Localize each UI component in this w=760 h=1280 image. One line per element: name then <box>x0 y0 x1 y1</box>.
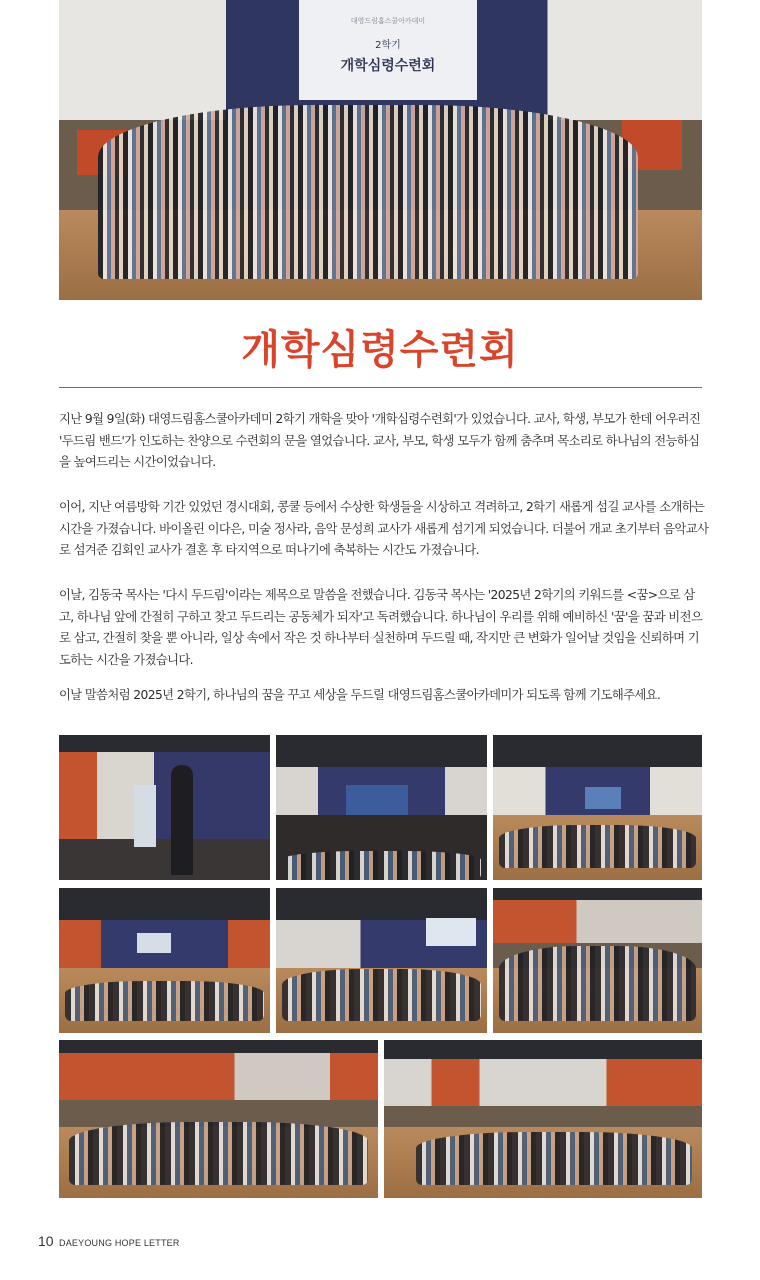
screen-subtitle: 2학기 <box>375 40 401 51</box>
photo-hall-audience-4 <box>493 888 702 1033</box>
photo-hall-audience-6 <box>384 1040 702 1198</box>
article-paragraph-1: 지난 9월 9일(화) 대영드림홈스쿨아카데미 2학기 개학을 맞아 '개학심령수련회'가 있었습니다. 교사, 학생, 부모가 한데 어우러진 '두드림 밴드'가 인도하는 찬양으로 수련회의 문을 열었습니다. 교사, 부모, 학생 모두가 함께 춤추며 목소리로 하나님의 전능하심을 높여드리는 시간이었습니다. <box>59 412 701 469</box>
article-paragraph-2: 이어, 지난 여름방학 기간 있었던 경시대회, 콩쿨 등에서 수상한 학생들을 시상하고 격려하고, 2학기 새롭게 섬길 교사를 소개하는 시간을 가졌습니다. 바이올린 이다은, 미술 정사라, 음악 문성희 교사가 새롭게 섬기게 되었습니다. 더불어 개교 초기부터 음악교사로 섬겨준 김회인 교사가 결혼 후 타지역으로 떠나기에 축복하는 시간도 가졌습니다. <box>59 500 709 557</box>
photo-hall-audience-3 <box>276 888 487 1033</box>
screen-small-text: 대영드림홈스쿨아카데미 <box>350 17 426 25</box>
page-number: 10 <box>38 1233 54 1249</box>
title-divider <box>59 387 702 388</box>
article-paragraph-3: 이날, 김동국 목사는 '다시 두드림'이라는 제목으로 말씀을 전했습니다. 김동국 목사는 '2025년 2학기의 키워드를 <꿈>으로 삼고, 하나님 앞에 간절히 구하고 찾고 두드리는 공동체가 되자'고 독려했습니다. 하나님이 우리를 위해 예비하신 '꿈'을 꿈과 비전으로 삼고, 간절히 찾을 뿐 아니라, 일상 속에서 작은 것 하나부터 실천하며 두드릴 때, 작지만 큰 변화가 일어날 것임을 신뢰하며 기도하는 시간을 가졌습니다. <box>59 588 703 667</box>
screen-title: 개학심령수련회 <box>340 58 436 74</box>
stage-screen <box>299 0 477 100</box>
page-footer <box>38 1233 180 1251</box>
photo-speaker <box>59 735 270 880</box>
photo-hall-audience-2 <box>59 888 270 1033</box>
publication-name: DAEYOUNG HOPE LETTER <box>59 1238 180 1248</box>
hero-group-photo <box>59 0 702 300</box>
photo-praise-band <box>276 735 487 880</box>
article-paragraph-4: 이날 말씀처럼 2025년 2학기, 하나님의 꿈을 꾸고 세상을 두드릴 대영드림홈스쿨아카데미가 되도록 함께 기도해주세요. <box>59 688 661 702</box>
photo-hall-audience-1 <box>493 735 702 880</box>
photo-hall-audience-5 <box>59 1040 378 1198</box>
article-title: 개학심령수련회 <box>241 327 519 373</box>
